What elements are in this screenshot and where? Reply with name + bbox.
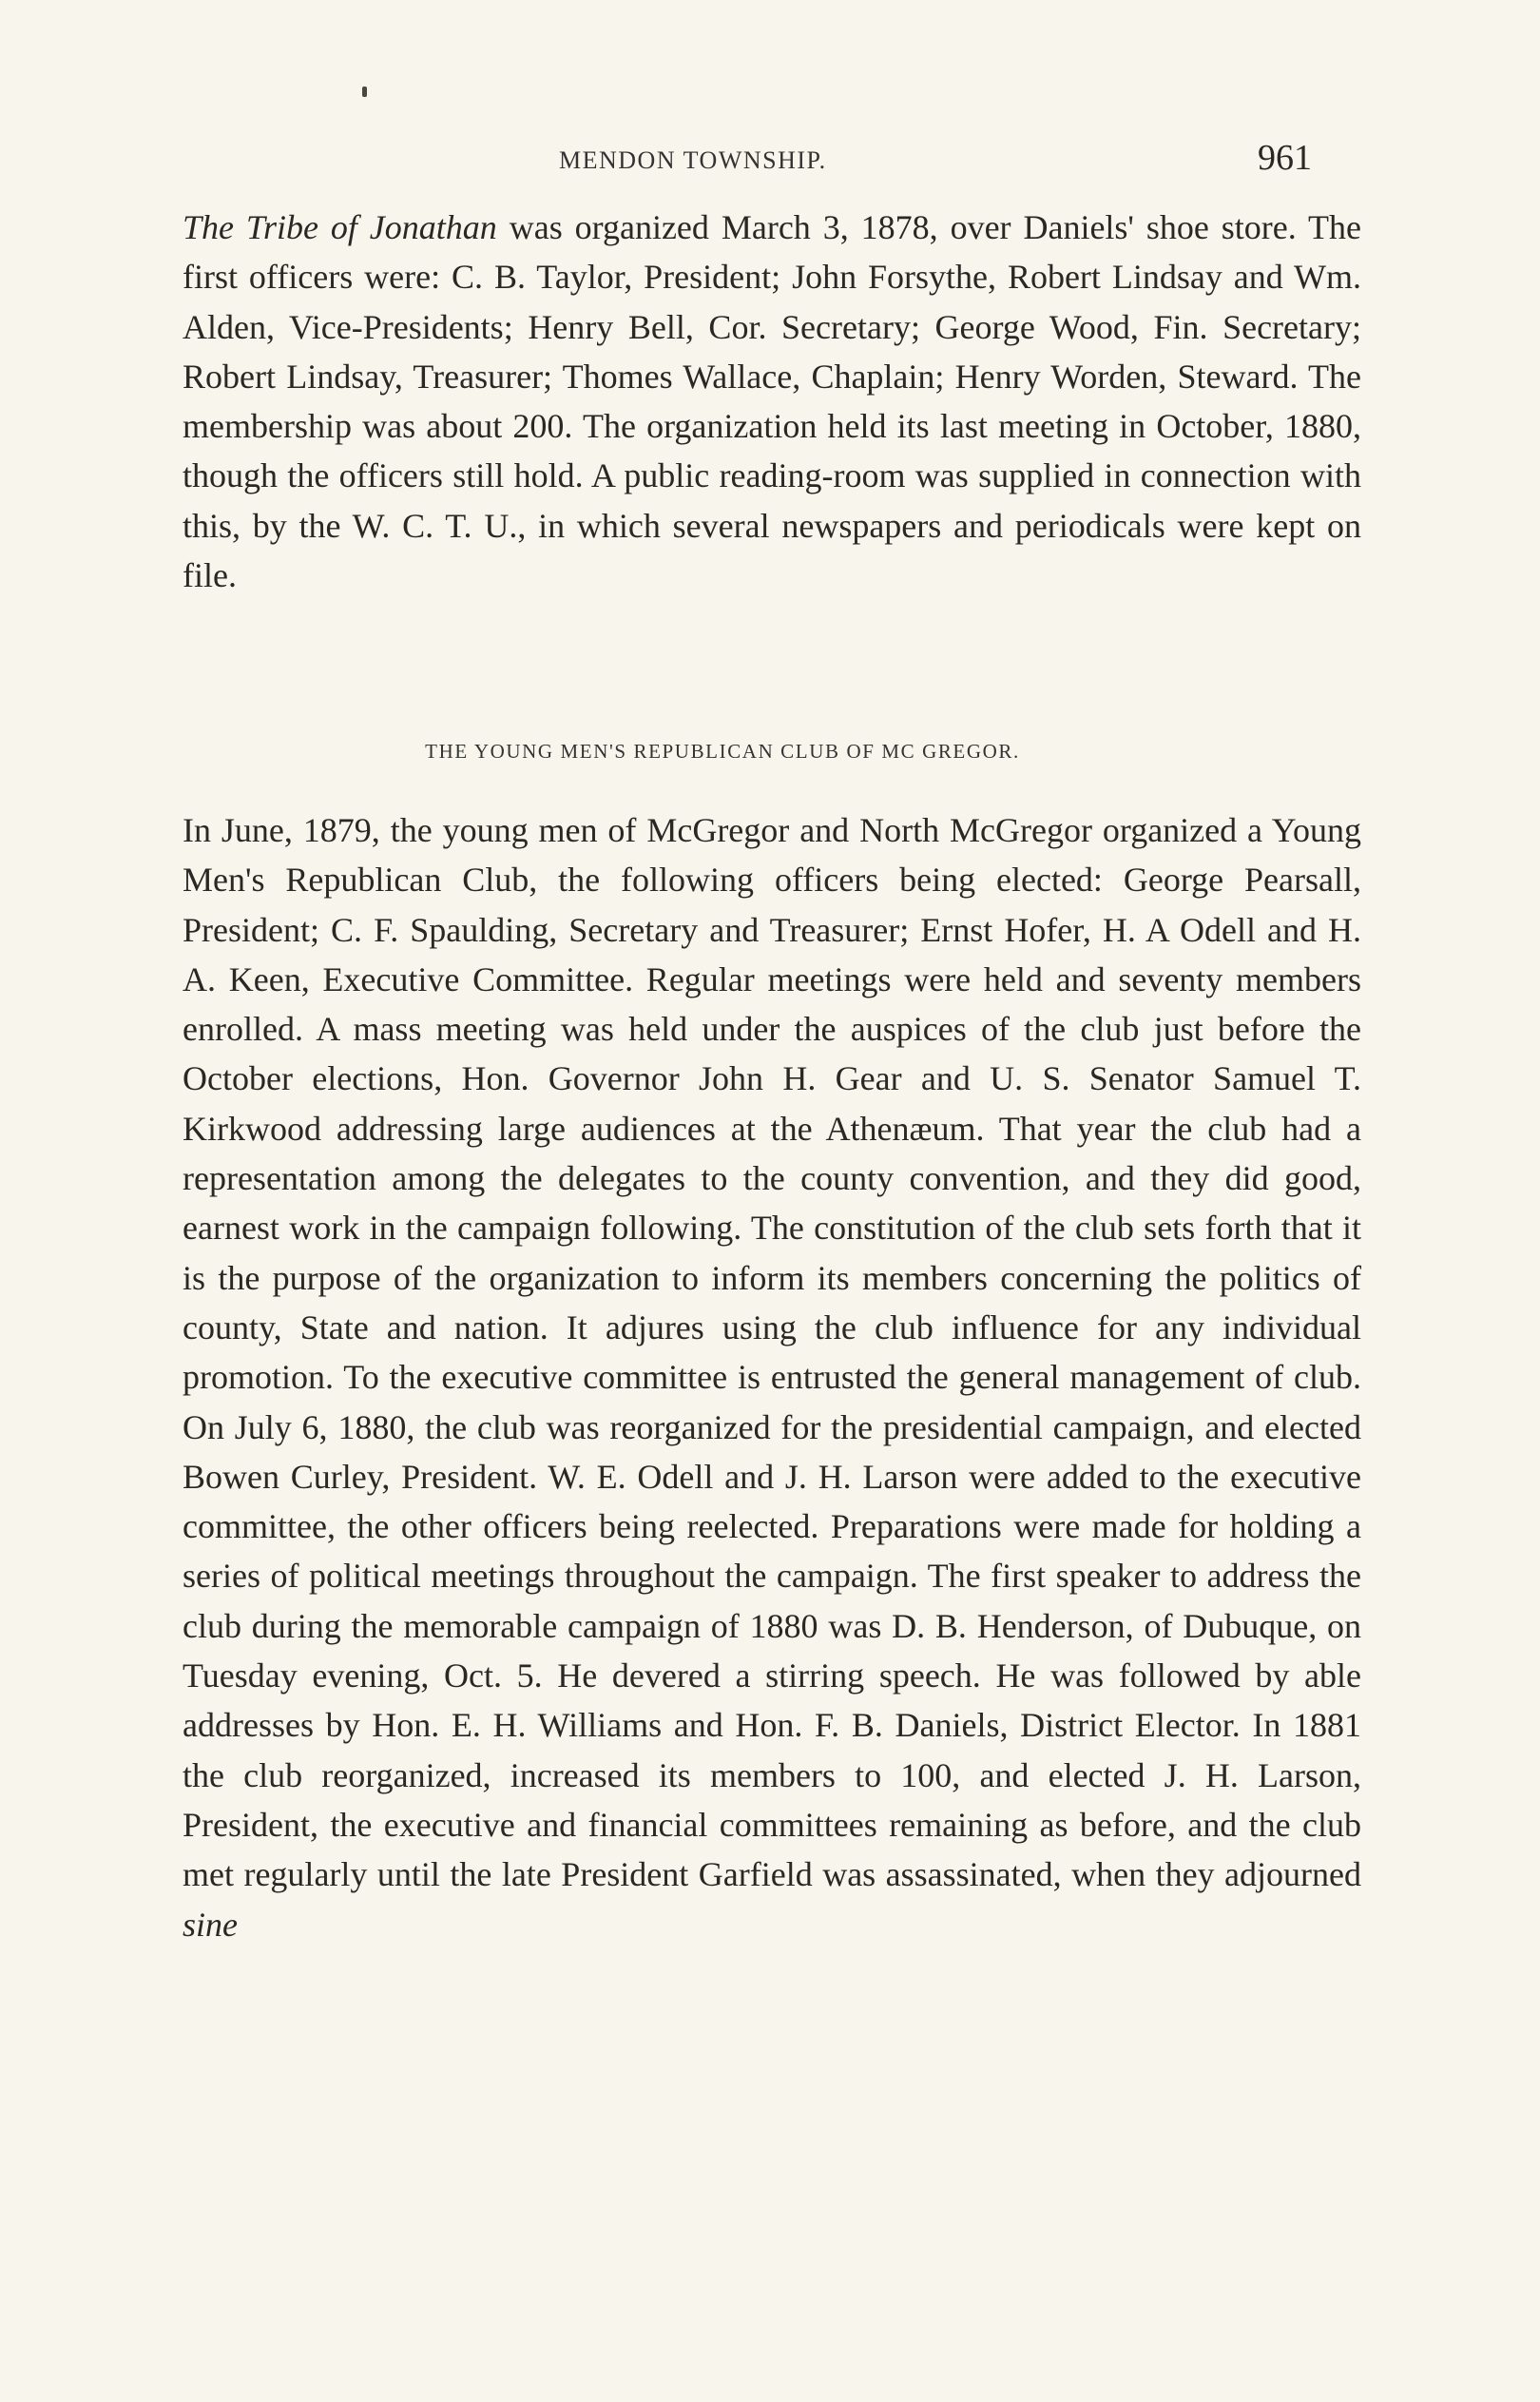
paragraph-body: was organized March 3, 1878, over Daniels' shoe store. The first officers were: C. B. Taylor, President; John Forsythe, Robert Lindsay and Wm. Alden, Vice-Presidents; Henry Bell, Cor. Secretary; George Wood, Fin. Secretary; Robert Lindsay, Treasurer; Thomes Wallace, Chaplain; Henry Worden, Steward. The membership was about 200. The organization held its last meeting in October, 1880, though the officers still hold. A public reading-room was supplied in connection with this, by the W. C. T. U., in which several newspapers and periodicals were kept on file.	[183, 208, 1361, 595]
running-title: MENDON TOWNSHIP.	[559, 146, 827, 174]
print-speck	[362, 87, 367, 97]
paragraph-body: In June, 1879, the young men of McGregor and North McGregor organized a Young Men's Republican Club, the following officers being elected: George Pearsall, President; C. F. Spaulding, Secretary and Treasurer; Ernst Hofer, H. A Odell and H. A. Keen, Executive Committee. Regular meetings were held and seventy members enrolled. A mass meeting was held under the auspices of the club just before the October elections, Hon. Governor John H. Gear and U. S. Senator Samuel T. Kirkwood addressing large audiences at the Athenæum. That year the club had a representation among the delegates to the county convention, and they did good, earnest work in the campaign following. The constitution of the club sets forth that it is the purpose of the organization to inform its members concerning the politics of county, State and nation. It adjures using the club influence for any individual promotion. To the executive committee is entrusted the general management of club. On July 6, 1880, the club was reorganized for the presidential campaign, and elected Bowen Curley, President. W. E. Odell and J. H. Larson were added to the executive committee, the other officers being reelected. Preparations were made for holding a series of political meetings throughout the campaign. The first speaker to address the club during the memorable campaign of 1880 was D. B. Henderson, of Dubuque, on Tuesday evening, Oct. 5. He devered a stirring speech. He was followed by able addresses by Hon. E. H. Williams and Hon. F. B. Daniels, District Elector. In 1881 the club reorganized, increased its members to 100, and elected J. H. Larson, President, the executive and financial committees remaining as before, and the club met regularly until the late President Garfield was assassinated, when they adjourned	[183, 811, 1361, 1894]
paragraph-tribe-of-jonathan	[133, 203, 1361, 600]
running-header	[133, 135, 1312, 183]
section-heading: THE YOUNG MEN'S REPUBLICAN CLUB OF MC GREGOR.	[425, 740, 1020, 763]
page-number: 961	[1258, 138, 1312, 178]
paragraph-republican-club	[133, 805, 1361, 1949]
paragraph-trailing-italic: sine	[183, 1905, 238, 1944]
paragraph-lead-italic: The Tribe of Jonathan	[183, 208, 497, 246]
